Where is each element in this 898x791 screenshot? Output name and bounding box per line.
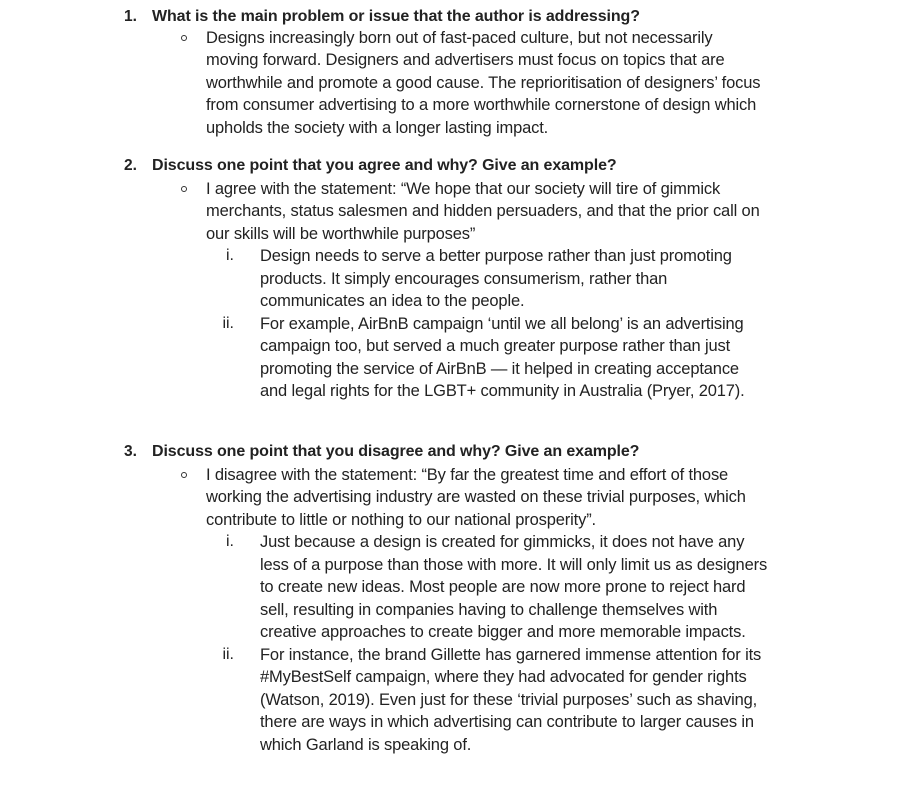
answer-line: I disagree with the statement: “By far the greatest time and effort of those bbox=[206, 466, 729, 484]
answer-line: Designs increasingly born out of fast-paced culture, but not necessarily bbox=[206, 29, 713, 47]
sub-item-line: less of a purpose than those with more. It will only limit us as designers bbox=[260, 556, 768, 574]
sub-item-line: communicates an idea to the people. bbox=[260, 292, 525, 310]
answer-line: from consumer advertising to a more worthwhile cornerstone of design which bbox=[206, 96, 757, 114]
roman-marker: i. bbox=[226, 533, 234, 550]
question-number: 1. bbox=[124, 8, 137, 25]
answer-line: upholds the society with a longer lasting impact. bbox=[206, 119, 549, 137]
answer-line: merchants, status salesmen and hidden persuaders, and that the prior call on bbox=[206, 202, 760, 220]
sub-item-line: there are ways in which advertising can contribute to larger causes in bbox=[260, 713, 754, 731]
answer-line: working the advertising industry are wasted on these trivial purposes, which bbox=[206, 488, 746, 506]
sub-item-line: creative approaches to create bigger and more memorable impacts. bbox=[260, 623, 746, 641]
hollow-bullet-icon bbox=[181, 35, 187, 41]
sub-item-line: Just because a design is created for gimmicks, it does not have any bbox=[260, 533, 745, 551]
hollow-bullet-icon bbox=[181, 472, 187, 478]
sub-item-line: and legal rights for the LGBT+ community in Australia (Pryer, 2017). bbox=[260, 382, 745, 400]
question-number: 3. bbox=[124, 443, 137, 460]
answer-line: worthwhile and promote a good cause. The reprioritisation of designers’ focus bbox=[206, 74, 761, 92]
sub-item-line: #MyBestSelf campaign, where they had advocated for gender rights bbox=[260, 668, 747, 686]
sub-item-line: For instance, the brand Gillette has garnered immense attention for its bbox=[260, 646, 762, 664]
question-number: 2. bbox=[124, 157, 137, 174]
sub-item-line: to create new ideas. Most people are now more prone to reject hard bbox=[260, 578, 746, 596]
roman-marker: ii. bbox=[222, 646, 234, 663]
question-title: Discuss one point that you disagree and why? Give an example? bbox=[152, 443, 640, 460]
answer-line: contribute to little or nothing to our national prosperity”. bbox=[206, 511, 596, 529]
sub-item-line: Design needs to serve a better purpose rather than just promoting bbox=[260, 247, 732, 265]
sub-item-line: which Garland is speaking of. bbox=[260, 736, 472, 754]
roman-marker: ii. bbox=[222, 315, 234, 332]
sub-item-line: For example, AirBnB campaign ‘until we all belong’ is an advertising bbox=[260, 315, 744, 333]
hollow-bullet-icon bbox=[181, 186, 187, 192]
sub-item-line: sell, resulting in companies having to challenge themselves with bbox=[260, 601, 718, 619]
sub-item-line: products. It simply encourages consumerism, rather than bbox=[260, 270, 668, 288]
sub-item-line: promoting the service of AirBnB — it helped in creating acceptance bbox=[260, 360, 739, 378]
answer-line: moving forward. Designers and advertisers must focus on topics that are bbox=[206, 51, 725, 69]
question-title: What is the main problem or issue that the author is addressing? bbox=[152, 8, 640, 25]
question-title: Discuss one point that you agree and why? Give an example? bbox=[152, 157, 617, 174]
answer-line: our skills will be worthwhile purposes” bbox=[206, 225, 476, 243]
sub-item-line: campaign too, but served a much greater purpose rather than just bbox=[260, 337, 731, 355]
answer-line: I agree with the statement: “We hope that our society will tire of gimmick bbox=[206, 180, 721, 198]
sub-item-line: (Watson, 2019). Even just for these ‘trivial purposes’ such as shaving, bbox=[260, 691, 758, 709]
roman-marker: i. bbox=[226, 247, 234, 264]
